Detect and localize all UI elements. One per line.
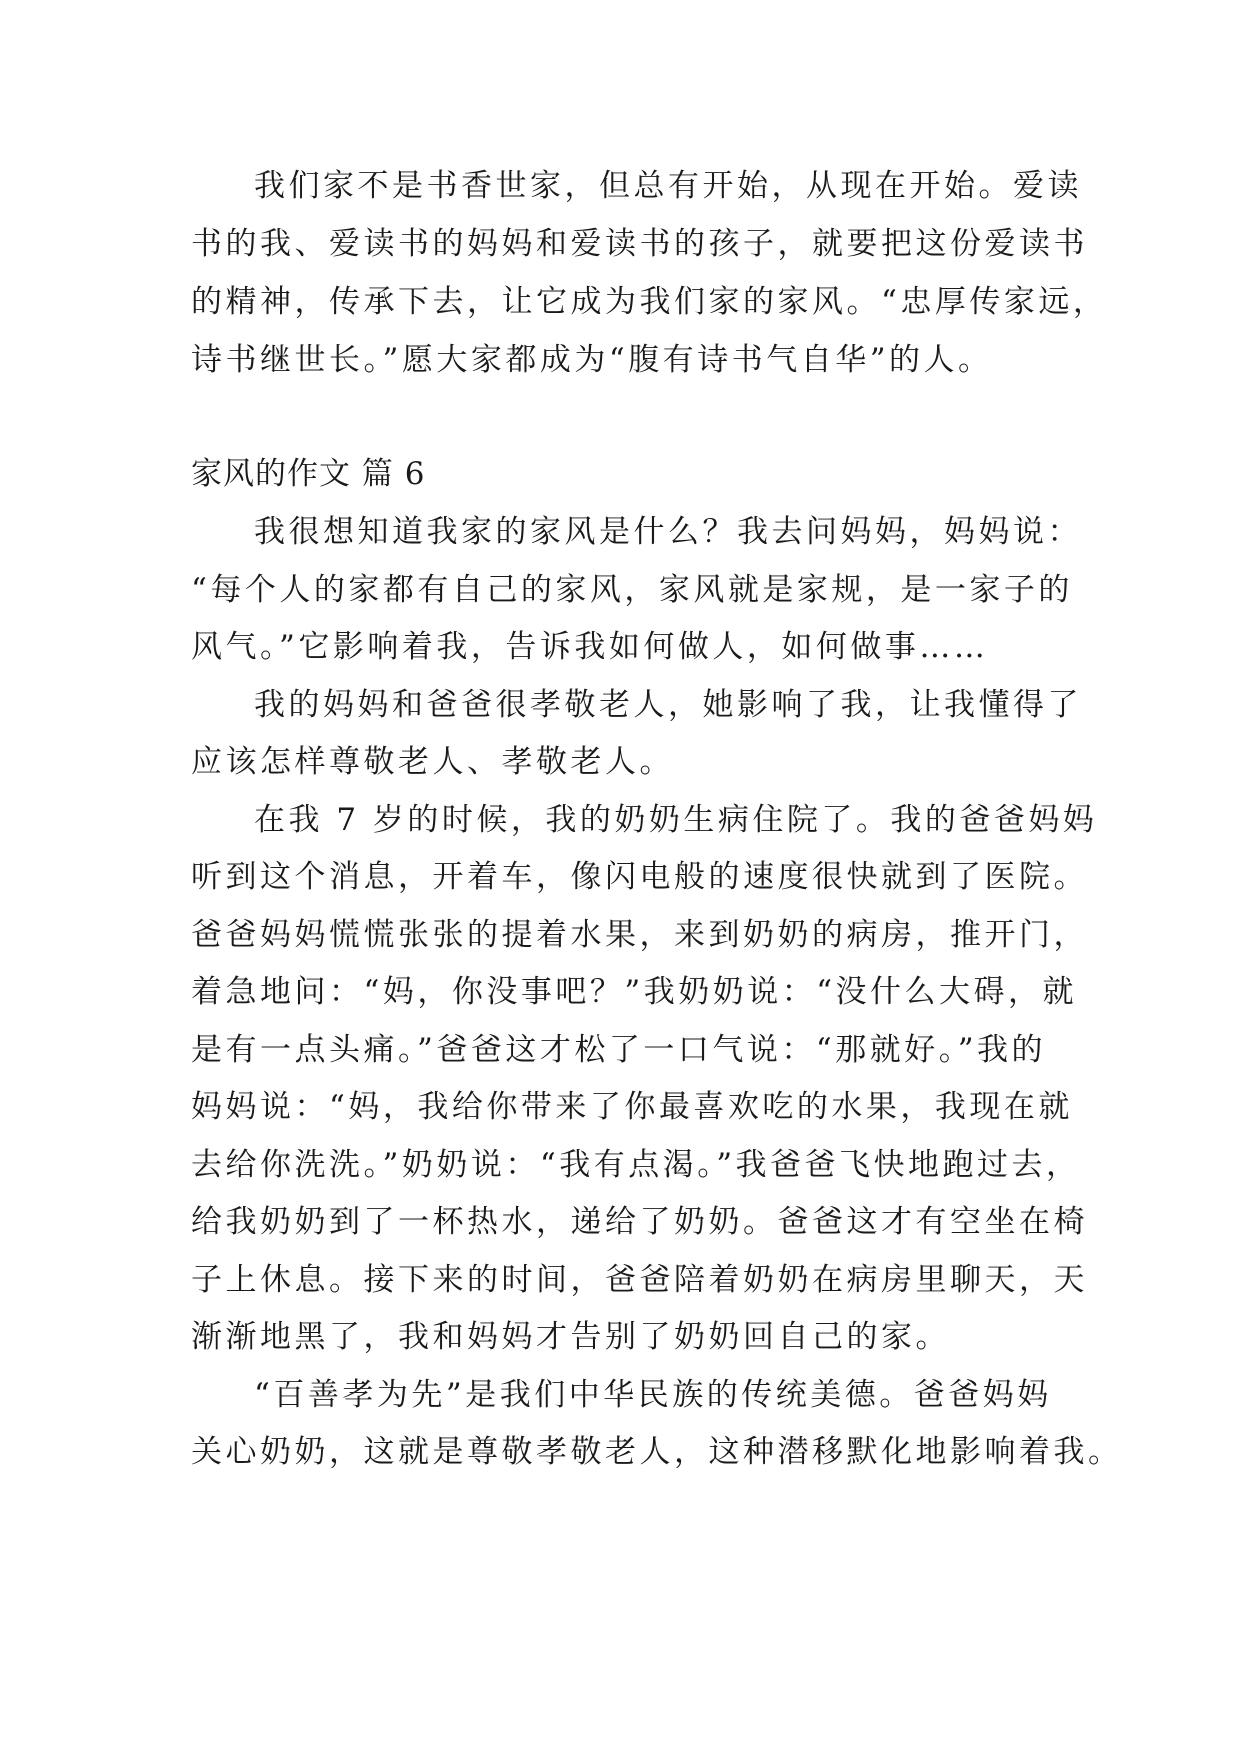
paragraph-line: 给我奶奶到了一杯热水，递给了奶奶。爸爸这才有空坐在椅 <box>191 1204 1088 1240</box>
section-heading: 家风的作文 篇 6 <box>191 456 426 492</box>
paragraph-line: 的精神，传承下去，让它成为我们家的家风。“忠厚传家远， <box>191 284 1108 320</box>
paragraph-line: 妈妈说：“妈，我给你带来了你最喜欢吃的水果，我现在就 <box>191 1089 1073 1125</box>
paragraph-line: 我很想知道我家的家风是什么？我去问妈妈，妈妈说： <box>254 514 1082 550</box>
paragraph-line: 我的妈妈和爸爸很孝敬老人，她影响了我，让我懂得了 <box>254 687 1082 723</box>
paragraph-line: 在我 7 岁的时候，我的奶奶生病住院了。我的爸爸妈妈 <box>254 802 1098 838</box>
paragraph-line: 渐渐地黑了，我和妈妈才告别了奶奶回自己的家。 <box>191 1319 950 1355</box>
paragraph-line: 书的我、爱读书的妈妈和爱读书的孩子，就要把这份爱读书 <box>191 226 1088 262</box>
paragraph-line: “百善孝为先”是我们中华民族的传统美德。爸爸妈妈 <box>254 1377 1052 1413</box>
paragraph-line: 我们家不是书香世家，但总有开始，从现在开始。爱读 <box>254 168 1082 204</box>
paragraph-line: 诗书继世长。”愿大家都成为“腹有诗书气自华”的人。 <box>191 342 993 378</box>
paragraph-line: 着急地问：“妈，你没事吧？”我奶奶说：“没什么大碍，就 <box>191 974 1078 1010</box>
paragraph-line: 爸爸妈妈慌慌张张的提着水果，来到奶奶的病房，推开门， <box>191 917 1088 953</box>
paragraph-line: 应该怎样尊敬老人、孝敬老人。 <box>191 744 674 780</box>
paragraph-line: 听到这个消息，开着车，像闪电般的速度很快就到了医院。 <box>191 859 1088 895</box>
paragraph-line: “每个人的家都有自己的家风，家风就是家规，是一家子的 <box>191 572 1073 608</box>
paragraph-line: 去给你洗洗。”奶奶说：“我有点渴。”我爸爸飞快地跑过去， <box>191 1147 1081 1183</box>
paragraph-line: 关心奶奶，这就是尊敬孝敬老人，这种潜移默化地影响着我。 <box>191 1434 1123 1470</box>
paragraph-line: 是有一点头痛。”爸爸这才松了一口气说：“那就好。”我的 <box>191 1032 1047 1068</box>
paragraph-line: 子上休息。接下来的时间，爸爸陪着奶奶在病房里聊天，天 <box>191 1262 1088 1298</box>
paragraph-line: 风气。”它影响着我，告诉我如何做人，如何做事…… <box>191 629 989 665</box>
